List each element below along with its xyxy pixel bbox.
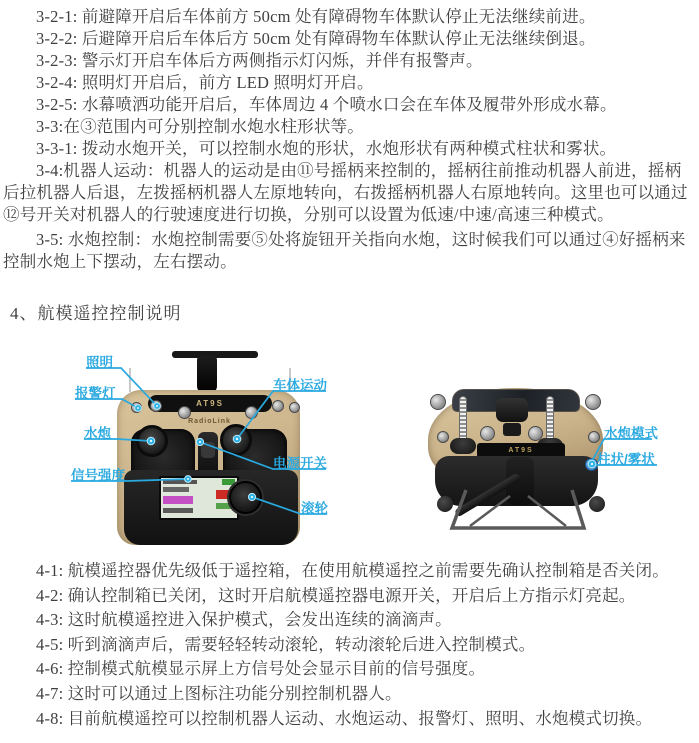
left-joystick	[136, 425, 168, 457]
callout-vehicle-motion: 车体运动	[273, 378, 327, 393]
right-stick-spring	[546, 396, 554, 442]
top-switch-knob	[131, 402, 142, 413]
doc-line: 4-2: 确认控制箱已关闭，这时开启航模遥控器电源开关，开启后上方指示灯亮起。	[36, 585, 636, 605]
remote-controller-figure	[0, 338, 699, 555]
lcd-green-indicator	[222, 479, 235, 485]
scroll-wheel	[229, 481, 262, 514]
callout-column-mist: 柱状/雾状	[597, 452, 655, 467]
callout-alarm-light: 报警灯	[75, 386, 116, 401]
section-4-heading: 4、航模遥控控制说明	[10, 304, 182, 323]
top-switch-knob	[289, 402, 300, 413]
rubber-foot	[437, 496, 453, 512]
lcd-text-row	[163, 508, 193, 513]
doc-line: 4-5: 听到滴滴声后，需要轻轻转动滚轮，转动滚轮后进入控制模式。	[36, 634, 536, 654]
doc-line: 4-3: 这时航模遥控进入保护模式，会发出连续的滴滴声。	[36, 610, 452, 630]
right-controller-model-label: AT9S	[477, 443, 565, 458]
paragraph-3-4: 3-4:机器人运动：机器人的运动是由⑪号摇柄来控制的，摇柄往前推动机器人前进，摇柄后拉机器人后退，左拨摇柄机器人左原地转向，右拨摇柄机器人右原地转向。这里也可以通过⑫号开关对机器人的行驶速度进行切换，分别可以设置为低速/中速/高速三种模式。	[3, 161, 688, 224]
section-3-block	[3, 6, 696, 273]
doc-line: 3-2-3: 警示灯开启车体后方两侧指示灯闪烁，并伴有报警声。	[36, 51, 483, 70]
callout-scroll-wheel: 滚轮	[301, 501, 328, 516]
rear-center-module	[496, 398, 528, 422]
top-switch-knob	[150, 400, 162, 412]
callout-power-switch: 电源开关	[273, 456, 327, 471]
doc-line: 3-3:在③范围内可分别控制水炮水柱形状等。	[36, 117, 364, 136]
doc-line: 3-3-1: 拨动水炮开关，可以控制水炮的形状，水炮形状有两种模式柱状和雾状。	[36, 139, 617, 158]
rear-side-knob	[437, 431, 449, 443]
top-switch-knob	[272, 400, 284, 412]
paragraph-3-5: 3-5: 水炮控制：水炮控制需要⑤处将旋钮开关指向水炮，这时候我们可以通过④好摇柄来控制水炮上下摆动，左右摆动。	[3, 230, 686, 271]
doc-line: 4-7: 这时可以通过上图标注功能分别控制机器人。	[36, 683, 402, 703]
left-stick-base	[450, 438, 476, 454]
rubber-foot	[589, 496, 605, 512]
callout-lighting: 照明	[86, 355, 113, 370]
shoulder-dial	[430, 394, 446, 410]
side-antenna-left	[129, 368, 131, 392]
rear-knob	[528, 426, 543, 441]
doc-line: 3-2-5: 水幕喷洒功能开启后，车体周边 4 个喷水口会在车体及履带外形成水幕。	[36, 95, 617, 114]
shoulder-dial	[585, 394, 601, 410]
rear-center-button	[503, 423, 521, 436]
callout-water-cannon: 水炮	[84, 426, 111, 441]
lcd-selected-row	[163, 496, 193, 504]
doc-line: 4-8: 目前航模遥控可以控制机器人运动、水炮运动、报警灯、照明、水炮模式切换。	[36, 708, 653, 728]
rear-side-knob	[588, 431, 600, 443]
callout-water-cannon-mode: 水炮模式	[604, 426, 658, 441]
doc-line: 3-2-2: 后避障开启后车体后方 50cm 处有障碍物车体默认停止无法继续倒退。	[36, 29, 596, 48]
doc-line: 3-2-4: 照明灯开启后，前方 LED 照明灯开启。	[36, 73, 374, 92]
right-joystick	[220, 424, 252, 456]
callout-signal-strength: 信号强度	[71, 468, 125, 483]
doc-line: 4-6: 控制模式航模显示屏上方信号处会显示目前的信号强度。	[36, 659, 486, 679]
rear-knob	[480, 426, 495, 441]
brand-logo-text: RadioLink	[188, 418, 231, 425]
left-stick-spring	[459, 396, 467, 442]
left-controller-model-label: AT9S	[148, 395, 272, 412]
doc-line: 4-1: 航模遥控器优先级低于遥控箱，在使用航模遥控之前需要先确认控制箱是否关闭。	[36, 561, 669, 580]
antenna-stem	[197, 356, 217, 394]
lcd-text-row	[163, 487, 189, 492]
doc-line: 3-2-1: 前避障开启后车体前方 50cm 处有障碍物车体默认停止无法继续前进。	[36, 7, 596, 26]
lcd-text-row	[163, 480, 197, 484]
section-4-block	[3, 559, 696, 731]
power-switch-knob	[201, 442, 215, 458]
